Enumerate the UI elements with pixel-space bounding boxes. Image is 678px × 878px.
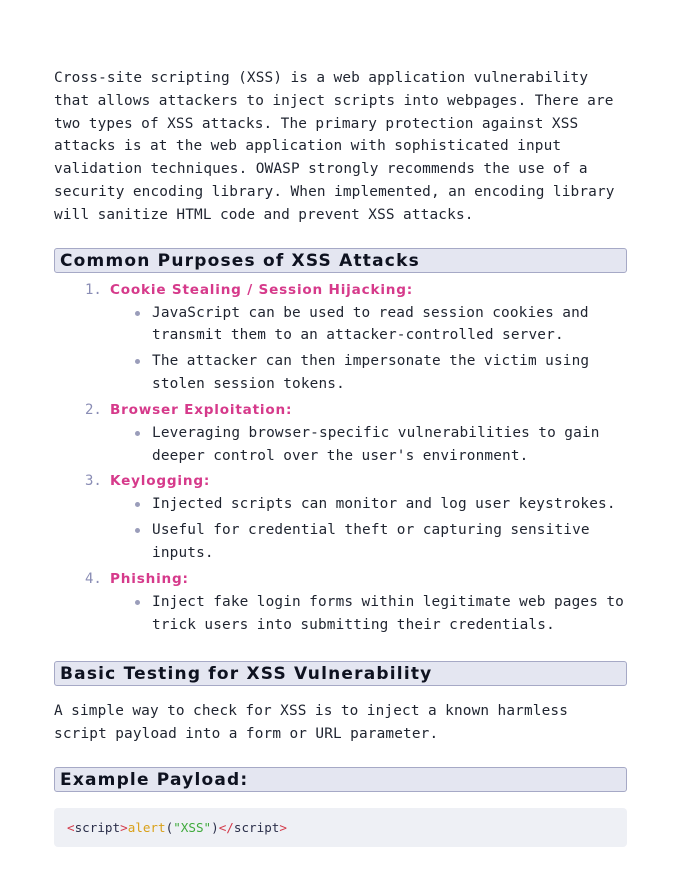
bullet-icon xyxy=(135,311,140,316)
code-token-close-lt: </ xyxy=(218,819,234,835)
bullet-icon xyxy=(135,600,140,605)
bullet-item xyxy=(152,422,627,468)
purpose-title xyxy=(54,399,627,421)
bullet-text: Leveraging browser-specific vulnerabilities to gain deeper control over the user's environment. xyxy=(152,424,600,464)
bullet-text: Inject fake login forms within legitimate web pages to trick users into submitting their credentials. xyxy=(152,593,624,633)
purpose-title-text: Phishing: xyxy=(110,570,189,587)
list-number: 2. xyxy=(85,401,102,418)
purpose-title-text: Cookie Stealing / Session Hijacking: xyxy=(110,281,414,298)
code-token-close-tag: script xyxy=(233,819,280,835)
bullet-list xyxy=(54,422,627,468)
purpose-item-phishing xyxy=(54,568,627,637)
code-token-lt: < xyxy=(67,819,75,835)
list-number: 4. xyxy=(85,570,102,587)
purpose-title-text: Browser Exploitation: xyxy=(110,401,293,418)
bullet-icon xyxy=(135,359,140,364)
code-token-lparen: ( xyxy=(165,819,174,835)
purpose-item-browser-exploitation xyxy=(54,399,627,468)
bullet-text: JavaScript can be used to read session cookies and transmit them to an attacker-controlled server. xyxy=(152,304,589,344)
intro-paragraph: Cross-site scripting (XSS) is a web application vulnerability that allows attackers to inject scripts into webpages. There are two types of XSS attacks. The primary protection against XSS attacks is at the web application with sophisticated input validation techniques. OWASP strongly recommends the use of a security encoding library. When implemented, an encoding library will sanitize HTML code and prevent XSS attacks. xyxy=(54,70,615,223)
purpose-title-text: Keylogging: xyxy=(110,473,211,490)
bullet-item xyxy=(152,302,627,348)
bullet-list xyxy=(54,302,627,396)
bullet-icon xyxy=(135,528,140,533)
code-token-tag: script xyxy=(74,819,121,835)
bullet-item xyxy=(152,493,627,516)
bullet-icon xyxy=(135,431,140,436)
list-number: 1. xyxy=(85,281,102,298)
bullet-list xyxy=(54,493,627,564)
purpose-title xyxy=(54,279,627,301)
code-token-function: alert xyxy=(127,819,166,835)
section-heading-payload: Example Payload: xyxy=(54,767,627,792)
purposes-list xyxy=(54,279,627,637)
section-heading-purposes: Common Purposes of XSS Attacks xyxy=(54,248,627,273)
code-block-payload[interactable] xyxy=(54,808,627,847)
code-token-close-gt: > xyxy=(279,819,287,835)
bullet-item xyxy=(152,519,627,565)
purpose-item-cookie-stealing xyxy=(54,279,627,396)
bullet-item xyxy=(152,350,627,396)
section-heading-testing: Basic Testing for XSS Vulnerability xyxy=(54,661,627,686)
bullet-list xyxy=(54,591,627,637)
bullet-icon xyxy=(135,502,140,507)
purpose-title xyxy=(54,568,627,590)
list-number: 3. xyxy=(85,473,102,490)
bullet-text: Injected scripts can monitor and log user keystrokes. xyxy=(152,496,616,513)
purpose-item-keylogging xyxy=(54,470,627,564)
bullet-text: The attacker can then impersonate the victim using stolen session tokens. xyxy=(152,353,590,392)
bullet-text: Useful for credential theft or capturing sensitive inputs. xyxy=(152,522,590,561)
code-token-gt: > xyxy=(120,819,128,835)
testing-paragraph: A simple way to check for XSS is to inject a known harmless script payload into a form or URL parameter. xyxy=(54,703,569,743)
purpose-title xyxy=(54,470,627,492)
bullet-item xyxy=(152,591,627,637)
code-token-string: "XSS" xyxy=(173,819,212,835)
document-content xyxy=(54,67,627,847)
code-token-rparen: ) xyxy=(211,819,219,835)
